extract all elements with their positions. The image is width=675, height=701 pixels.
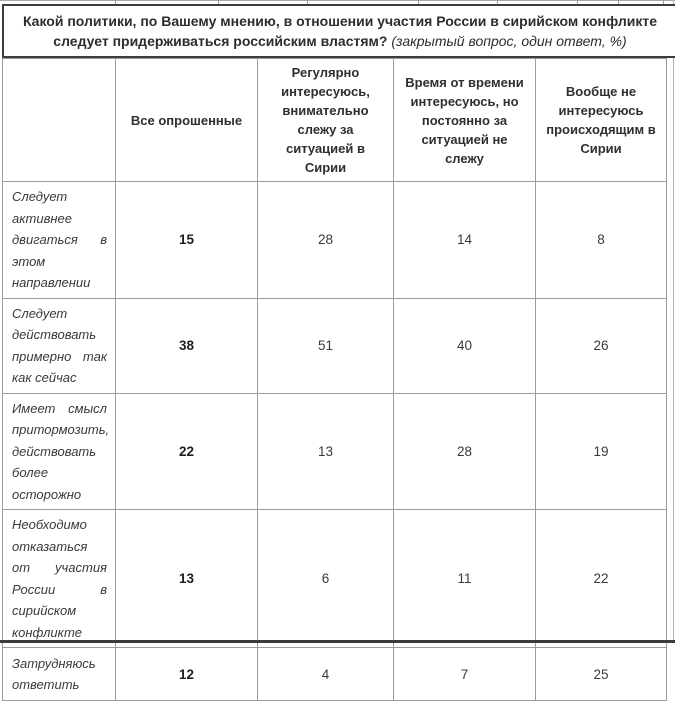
column-header-regular-followers: Регулярно интересуюсь, внимательно слежу за ситуацией в Сирии — [258, 59, 394, 182]
row-label: Затрудняюсь ответить — [3, 648, 116, 701]
value-cell: 19 — [536, 393, 667, 510]
value-cell: 28 — [258, 182, 394, 299]
value-cell: 13 — [258, 393, 394, 510]
value-cell: 25 — [536, 648, 667, 701]
survey-question-box — [2, 4, 675, 58]
question-line-2: следует придерживаться российским властям? — [53, 33, 388, 49]
column-header-not-interested: Вообще не интересуюсь происходящим в Сирии — [536, 59, 667, 182]
value-cell: 8 — [536, 182, 667, 299]
question-line-1: Какой политики, по Вашему мнению, в отношении участия России в сирийском конфликте — [22, 13, 658, 29]
value-cell: 4 — [258, 648, 394, 701]
value-cell: 38 — [116, 298, 258, 393]
table-row — [3, 182, 667, 299]
value-cell: 15 — [116, 182, 258, 299]
page-right-edge — [673, 0, 674, 643]
table-row — [3, 298, 667, 393]
survey-results-table — [2, 58, 667, 701]
row-label: Следует активнее двигаться в этом направлении — [3, 182, 116, 299]
value-cell: 26 — [536, 298, 667, 393]
survey-question-text — [23, 11, 657, 51]
value-cell: 11 — [394, 510, 536, 648]
question-note: (закрытый вопрос, один ответ, %) — [391, 33, 627, 49]
value-cell: 12 — [116, 648, 258, 701]
value-cell: 51 — [258, 298, 394, 393]
value-cell: 6 — [258, 510, 394, 648]
column-header-occasional-followers: Время от времени интересуюсь, но постоянно за ситуацией не слежу — [394, 59, 536, 182]
table-row — [3, 393, 667, 510]
row-label: Имеет смысл притормозить, действовать более осторожно — [3, 393, 116, 510]
value-cell: 22 — [536, 510, 667, 648]
value-cell: 22 — [116, 393, 258, 510]
column-header-all-respondents: Все опрошенные — [116, 59, 258, 182]
table-row — [3, 648, 667, 701]
value-cell: 28 — [394, 393, 536, 510]
value-cell: 40 — [394, 298, 536, 393]
corner-cell — [3, 59, 116, 182]
value-cell: 13 — [116, 510, 258, 648]
value-cell: 7 — [394, 648, 536, 701]
table-header-row — [3, 59, 667, 182]
row-label: Следует действовать примерно так как сейчас — [3, 298, 116, 393]
value-cell: 14 — [394, 182, 536, 299]
row-label: Необходимо отказаться от участия России в сирийском конфликте — [3, 510, 116, 648]
table-row — [3, 510, 667, 648]
cropped-row-top-edge — [0, 0, 675, 1]
